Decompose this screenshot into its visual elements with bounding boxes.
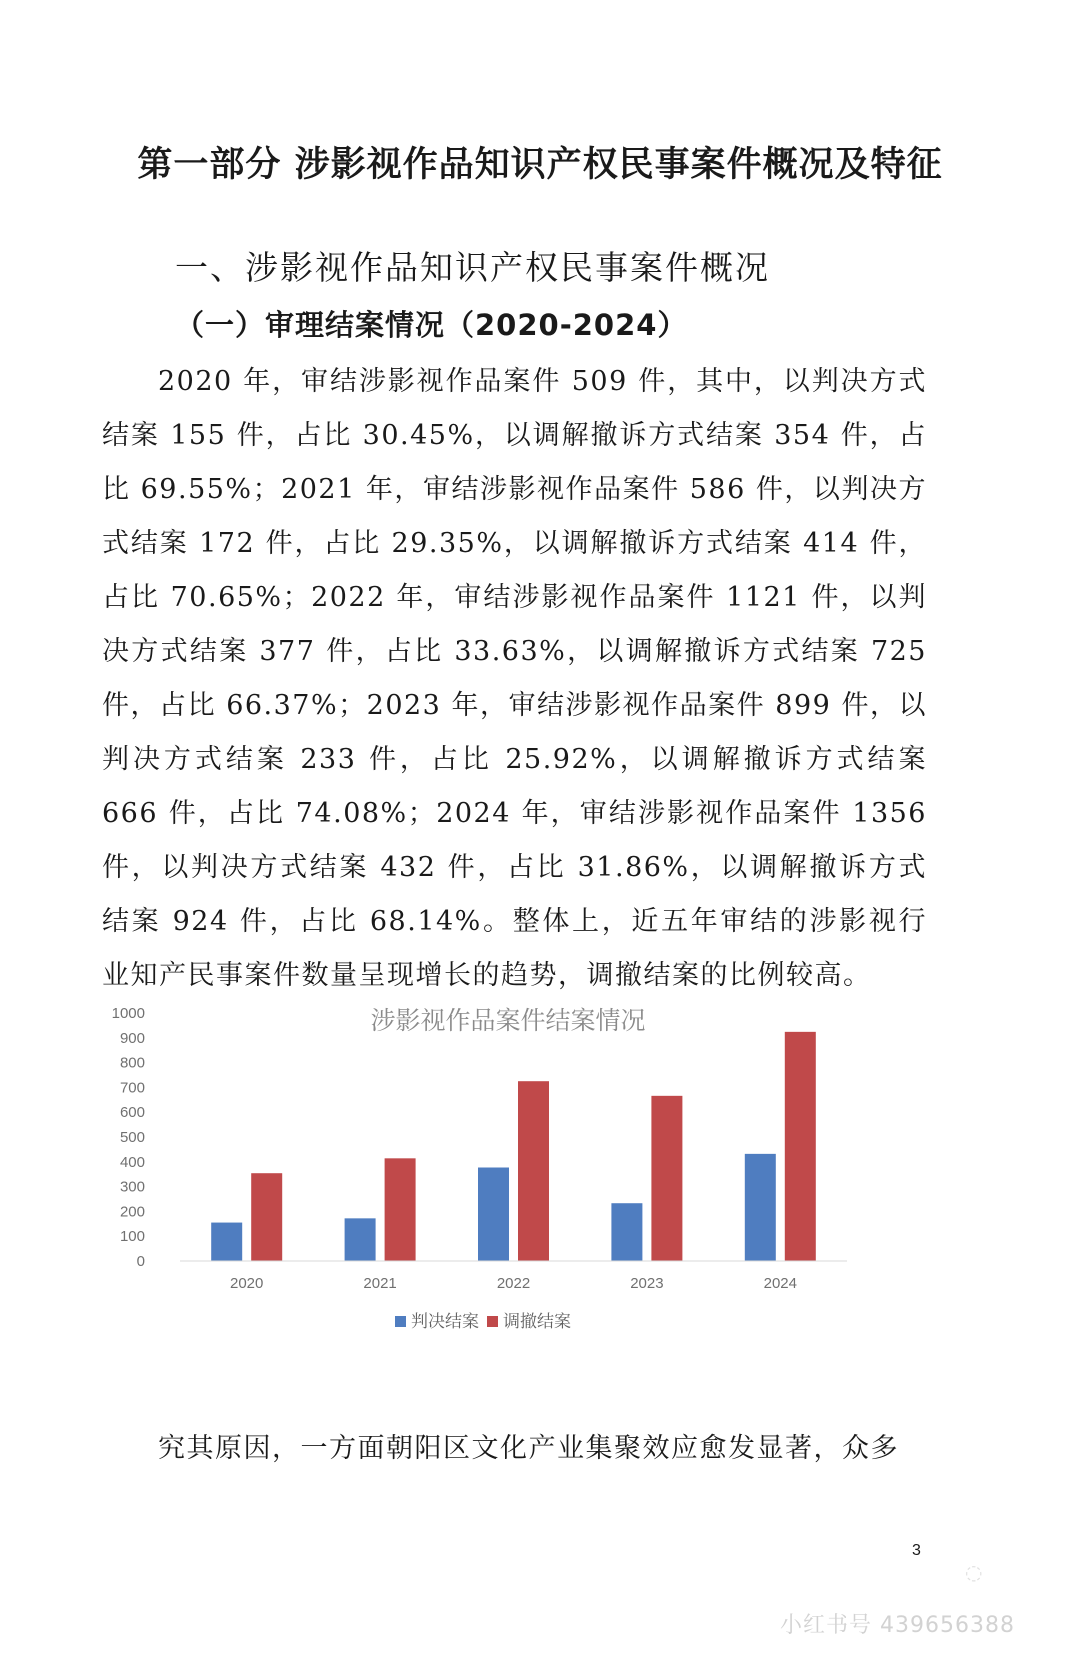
bar-mediation-2021 bbox=[385, 1158, 416, 1261]
y-tick-label: 100 bbox=[119, 1228, 145, 1246]
y-tick-label: 800 bbox=[119, 1054, 145, 1072]
y-tick-label: 700 bbox=[119, 1079, 145, 1097]
section-heading: 一、涉影视作品知识产权民事案件概况 bbox=[175, 248, 770, 287]
y-tick-label: 1000 bbox=[111, 1005, 145, 1022]
legend-label: 判决结案 bbox=[411, 1312, 479, 1332]
body-paragraph: 2020 年，审结涉影视作品案件 509 件，其中，以判决方式结案 155 件，占比 30.45%，以调解撤诉方式结案 354 件，占比 69.55%；2021 年，审结涉影视作品案件 586 件，以判决方式结案 172 件，占比 29.35%，以调解撤诉方式结案 414 件，占比 70.65%；2022 年，审结涉影视作品案件 1121 件，以判决方式结案 377 件，占比 33.63%，以调解撤诉方式结案 725 件，占比 66.37%；2023 年，审结涉影视作品案件 899 件，以判决方式结案 233 件，占比 25.92%，以调解撤诉方式结案 666 件，占比 74.08%；2024 年，审结涉影视作品案件 1356 件，以判决方式结案 432 件，占比 31.86%，以调解撤诉方式结案 924 件，占比 68.14%。整体上，近五年审结的涉影视行业知产民事案件数量呈现增长的趋势，调撤结案的比例较高。 bbox=[102, 366, 927, 991]
bar-mediation-2024 bbox=[785, 1032, 816, 1261]
legend-swatch bbox=[487, 1316, 498, 1327]
x-tick-label: 2021 bbox=[363, 1275, 397, 1292]
y-tick-label: 300 bbox=[119, 1178, 145, 1196]
chart-title: 涉影视作品案件结案情况 bbox=[370, 1006, 646, 1035]
bar-judgment-2024 bbox=[745, 1154, 776, 1261]
closing-paragraph: 究其原因，一方面朝阳区文化产业集聚效应愈发显著，众多 bbox=[158, 1433, 899, 1464]
bar-judgment-2020 bbox=[211, 1223, 242, 1261]
y-tick-label: 500 bbox=[119, 1129, 145, 1146]
x-tick-label: 2023 bbox=[630, 1275, 664, 1292]
page-number: 3 bbox=[912, 1542, 921, 1559]
chart-canvas bbox=[102, 993, 915, 1418]
legend-label: 调撤结案 bbox=[503, 1312, 571, 1332]
page-title: 第一部分 涉影视作品知识产权民事案件概况及特征 bbox=[137, 145, 943, 185]
sub-heading: （一）审理结案情况（2020-2024） bbox=[175, 308, 688, 342]
y-tick-label: 0 bbox=[136, 1253, 145, 1270]
x-tick-label: 2024 bbox=[763, 1275, 797, 1292]
x-tick-label: 2020 bbox=[230, 1275, 264, 1292]
y-tick-label: 900 bbox=[119, 1029, 145, 1047]
watermark-logo-icon: ◌ bbox=[965, 1560, 983, 1584]
bar-chart bbox=[102, 993, 915, 1418]
y-tick-label: 600 bbox=[119, 1104, 145, 1122]
bar-mediation-2020 bbox=[251, 1173, 282, 1261]
bar-mediation-2023 bbox=[651, 1096, 682, 1261]
x-tick-label: 2022 bbox=[496, 1275, 531, 1292]
bar-mediation-2022 bbox=[518, 1081, 549, 1261]
bar-judgment-2023 bbox=[611, 1203, 642, 1261]
bar-judgment-2021 bbox=[345, 1218, 376, 1261]
y-tick-label: 200 bbox=[119, 1203, 145, 1221]
watermark: 小红书号 439656388 bbox=[780, 1613, 1015, 1638]
bar-judgment-2022 bbox=[478, 1168, 509, 1261]
legend-swatch bbox=[395, 1316, 406, 1327]
y-tick-label: 400 bbox=[119, 1153, 145, 1171]
